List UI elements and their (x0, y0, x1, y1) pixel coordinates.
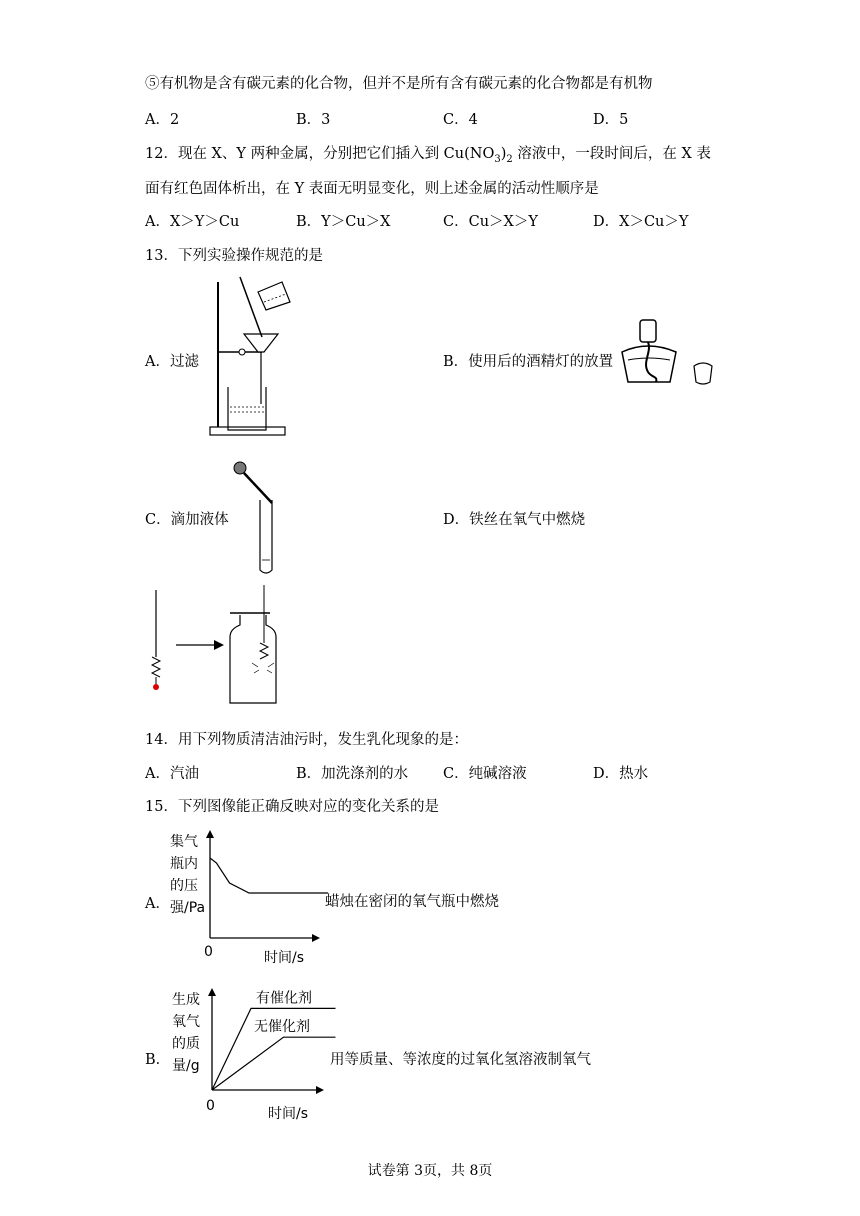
q11-option-b: B．3 (296, 112, 331, 128)
q13-option-d: D．铁丝在氧气中燃烧 (443, 512, 586, 528)
pressure-chart-origin: 0 (204, 944, 213, 960)
chart-0-ylabel-line-3: 强/Pa (170, 900, 206, 916)
filtration-figure (200, 272, 295, 440)
q12-stem-line2: 面有红色固体析出，在 Y 表面无明显变化，则上述金属的活动性顺序是 (145, 181, 599, 197)
q12-option-b: B．Y＞Cu＞X (296, 214, 391, 230)
q12-option-a: A．X＞Y＞Cu (145, 214, 240, 230)
oxygen-mass-chart-xlabel: 时间/s (268, 1106, 309, 1122)
q15-option-b-letter: B． (145, 1052, 171, 1068)
oxygen-mass-chart-origin: 0 (206, 1098, 215, 1114)
chart-0-ylabel-line-1: 瓶内 (170, 856, 198, 872)
q11-statement-5: ⑤有机物是含有碳元素的化合物，但并不是所有含有碳元素的化合物都是有机物 (145, 76, 653, 92)
q13-stem: 13．下列实验操作规范的是 (145, 248, 323, 264)
q14-option-b: B．加洗涤剂的水 (296, 766, 409, 782)
q11-option-c: C．4 (443, 112, 478, 128)
q15-option-a-letter: A． (145, 896, 170, 912)
q13-option-c: C．滴加液体 (145, 512, 229, 528)
pressure-chart (168, 826, 328, 971)
q14-option-c: C．纯碱溶液 (443, 766, 527, 782)
chart-0-series-line-0 (210, 858, 328, 893)
chart-1-ylabel-line-1: 氧气 (172, 1014, 200, 1030)
chart-0-ylabel-line-0: 集气 (170, 834, 198, 850)
chart-1-ylabel-line-0: 生成 (172, 992, 200, 1008)
chart-1-series-label-1: 无催化剂 (254, 1019, 310, 1036)
q15-option-b-desc: 用等质量、等浓度的过氧化氢溶液制氧气 (330, 1052, 591, 1068)
q12-option-d: D．X＞Cu＞Y (593, 214, 689, 230)
iron-wire-combustion-figure (140, 585, 290, 710)
chart-1-series-line-1 (212, 1037, 336, 1090)
q14-option-d: D．热水 (593, 766, 649, 782)
dropper-testtube-figure (228, 458, 288, 580)
q12-option-c: C．Cu＞X＞Y (443, 214, 538, 230)
q11-option-a: A．2 (145, 112, 180, 128)
q14-stem: 14．用下列物质清洁油污时，发生乳化现象的是： (145, 732, 468, 748)
q15-stem: 15．下列图像能正确反映对应的变化关系的是 (145, 799, 439, 815)
q11-option-d: D．5 (593, 112, 629, 128)
pressure-chart-xlabel: 时间/s (264, 950, 305, 966)
chart-1-ylabel-line-2: 的质 (172, 1036, 200, 1052)
q13-option-a: A．过滤 (145, 354, 199, 370)
q12-stem-line1: 12．现在 X、Y 两种金属，分别把它们插入到 $Cu(NO_3)_2$ 溶液中，一段时间后，在 X 表 (145, 146, 711, 165)
q14-option-a: A．汽油 (145, 766, 199, 782)
chart-0-ylabel-line-2: 的压 (170, 878, 198, 894)
page-footer: 试卷第 3页，共 8页 (367, 1163, 493, 1179)
chart-1-series-label-0: 有催化剂 (256, 990, 312, 1007)
chart-1-ylabel-line-3: 量/g (172, 1058, 200, 1074)
q15-option-a-desc: 蜡烛在密闭的氧气瓶中燃烧 (325, 894, 499, 910)
q13-option-b: B．使用后的酒精灯的放置 (443, 354, 614, 370)
oxygen-mass-chart (170, 986, 345, 1126)
alcohol-lamp-figure (618, 312, 728, 392)
